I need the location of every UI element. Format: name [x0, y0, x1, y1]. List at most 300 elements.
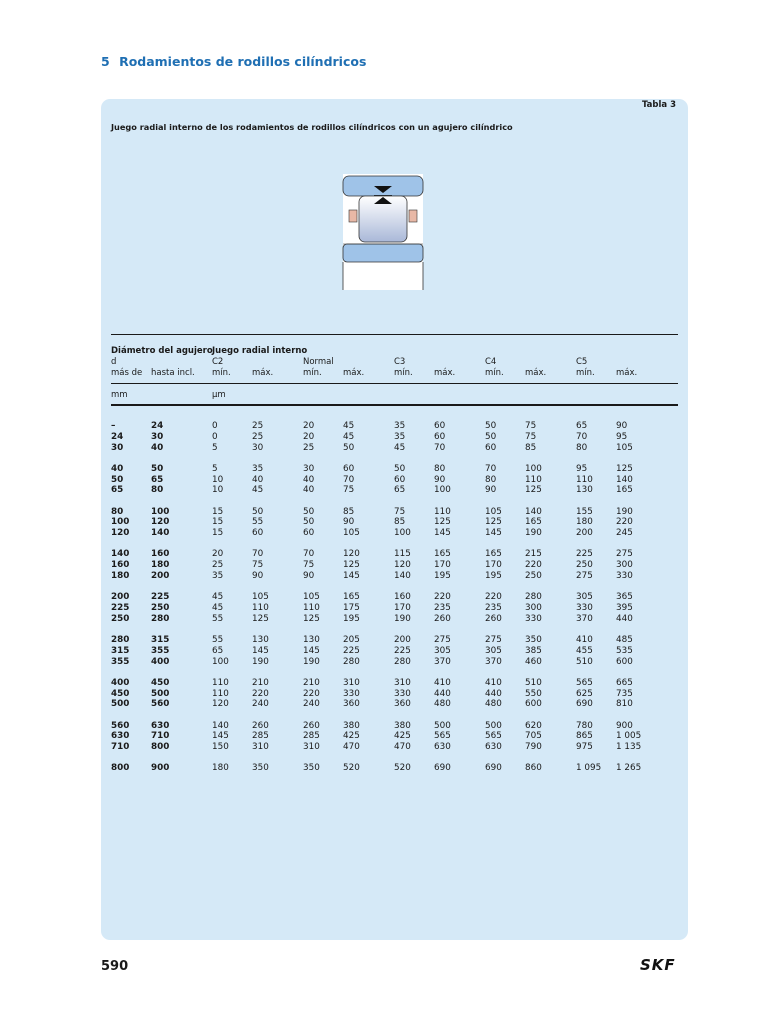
cell-clearance: 280	[525, 592, 542, 603]
cell-clearance: 145	[434, 528, 451, 539]
cell-clearance: 370	[576, 613, 593, 624]
cell-clearance: 180	[212, 763, 229, 774]
cell-clearance: 60	[434, 421, 446, 431]
cell-clearance: 300	[616, 560, 633, 571]
cell-clearance: 690	[434, 763, 451, 774]
rule-top	[111, 334, 678, 335]
cell-clearance: 15	[212, 528, 224, 539]
cell-clearance: 65	[212, 645, 224, 656]
cell-clearance: 210	[303, 677, 320, 688]
cell-clearance: 100	[394, 528, 411, 539]
cell-clearance: 90	[343, 517, 355, 528]
cell-over: 800	[111, 763, 130, 774]
header-c2: C2	[212, 357, 224, 367]
cell-clearance: 125	[485, 517, 502, 528]
cell-clearance: 190	[394, 613, 411, 624]
header-c5-min: mín.	[576, 368, 595, 378]
cell-over: 120	[111, 528, 130, 539]
cell-clearance: 510	[525, 677, 542, 688]
cell-clearance: 45	[212, 592, 224, 603]
cell-clearance: 140	[616, 474, 633, 485]
cell-clearance: 65	[394, 485, 406, 496]
cell-clearance: 510	[576, 656, 593, 667]
cell-incl: 450	[151, 677, 170, 688]
cell-over: 140	[111, 549, 130, 560]
cell-clearance: 190	[616, 506, 633, 517]
cell-clearance: 975	[576, 742, 593, 753]
cell-over: 400	[111, 677, 130, 688]
cell-clearance: 45	[212, 603, 224, 613]
header-over: más de	[111, 368, 143, 378]
cell-clearance: 535	[616, 645, 633, 656]
cell-clearance: 1 005	[616, 731, 642, 742]
cell-clearance: 240	[252, 699, 269, 710]
cell-incl: 180	[151, 560, 170, 571]
cell-clearance: 145	[252, 645, 269, 656]
cell-clearance: 190	[252, 656, 269, 667]
cell-clearance: 140	[394, 571, 411, 581]
cell-clearance: 330	[525, 613, 542, 624]
cell-clearance: 170	[485, 560, 502, 571]
cell-clearance: 865	[576, 731, 593, 742]
cell-clearance: 245	[616, 528, 633, 539]
cell-over: 500	[111, 699, 130, 710]
cell-clearance: 780	[576, 720, 593, 731]
header-c5-max: máx.	[616, 368, 638, 378]
cell-clearance: 35	[394, 431, 406, 442]
cell-clearance: 70	[252, 549, 264, 560]
cell-clearance: 75	[525, 431, 537, 442]
cell-incl: 250	[151, 603, 170, 613]
cell-clearance: 35	[394, 421, 406, 431]
cell-incl: 80	[151, 485, 164, 496]
cell-clearance: 65	[576, 421, 588, 431]
cell-clearance: 10	[212, 485, 224, 496]
cell-clearance: 205	[343, 635, 360, 645]
cell-clearance: 485	[616, 635, 633, 645]
cell-clearance: 350	[303, 763, 320, 774]
cell-clearance: 110	[525, 474, 542, 485]
cell-over: 65	[111, 485, 124, 496]
cell-clearance: 85	[343, 506, 355, 517]
cell-clearance: 165	[485, 549, 502, 560]
cell-clearance: 130	[576, 485, 593, 496]
cell-over: 315	[111, 645, 130, 656]
cell-clearance: 425	[394, 731, 411, 742]
cell-over: 450	[111, 688, 130, 699]
cell-clearance: 110	[212, 688, 229, 699]
rule-header	[111, 383, 678, 384]
cell-clearance: 215	[525, 549, 542, 560]
cell-clearance: 95	[616, 431, 628, 442]
cell-clearance: 140	[525, 506, 542, 517]
cell-clearance: 220	[485, 592, 502, 603]
cell-incl: 630	[151, 720, 170, 731]
cell-clearance: 520	[394, 763, 411, 774]
cell-clearance: 45	[394, 442, 406, 453]
cell-clearance: 200	[576, 528, 593, 539]
cell-clearance: 50	[394, 463, 406, 474]
cell-clearance: 410	[434, 677, 451, 688]
cell-over: 200	[111, 592, 130, 603]
cell-clearance: 300	[525, 603, 542, 613]
cell-clearance: 50	[343, 442, 355, 453]
cell-clearance: 860	[525, 763, 542, 774]
cell-clearance: 35	[252, 463, 264, 474]
cell-clearance: 20	[303, 421, 315, 431]
cell-clearance: 140	[212, 720, 229, 731]
cell-clearance: 145	[485, 528, 502, 539]
cell-clearance: 70	[485, 463, 497, 474]
cell-clearance: 110	[212, 677, 229, 688]
cell-over: 160	[111, 560, 130, 571]
chapter-number: 5	[101, 54, 110, 69]
unit-mm: mm	[111, 390, 128, 400]
cell-clearance: 460	[525, 656, 542, 667]
cell-clearance: 155	[576, 506, 593, 517]
cell-clearance: 195	[485, 571, 502, 581]
cell-clearance: 110	[303, 603, 320, 613]
cell-clearance: 220	[303, 688, 320, 699]
header-c5: C5	[576, 357, 588, 367]
cell-clearance: 75	[303, 560, 315, 571]
cell-clearance: 630	[434, 742, 451, 753]
cell-over: 355	[111, 656, 130, 667]
cell-clearance: 145	[343, 571, 360, 581]
cell-over: 710	[111, 742, 130, 753]
bearing-cross-section-figure	[341, 174, 425, 290]
rule-units	[111, 404, 678, 406]
cell-clearance: 110	[252, 603, 269, 613]
cell-clearance: 105	[303, 592, 320, 603]
cell-clearance: 30	[252, 442, 264, 453]
cell-clearance: 165	[434, 549, 451, 560]
cell-clearance: 120	[212, 699, 229, 710]
cell-clearance: 25	[303, 442, 315, 453]
cell-clearance: 330	[343, 688, 360, 699]
cell-clearance: 80	[485, 474, 497, 485]
cell-clearance: 90	[485, 485, 497, 496]
cell-clearance: 395	[616, 603, 633, 613]
cell-clearance: 145	[303, 645, 320, 656]
cell-clearance: 60	[394, 474, 406, 485]
cell-clearance: 5	[212, 463, 218, 474]
cell-clearance: 70	[576, 431, 588, 442]
cell-clearance: 120	[343, 549, 360, 560]
cell-clearance: 120	[394, 560, 411, 571]
cell-clearance: 105	[616, 442, 633, 453]
cell-clearance: 85	[525, 442, 537, 453]
cell-clearance: 80	[434, 463, 446, 474]
cell-clearance: 170	[434, 560, 451, 571]
chapter-heading	[101, 54, 366, 69]
cell-clearance: 100	[434, 485, 451, 496]
cell-clearance: 190	[303, 656, 320, 667]
cell-clearance: 165	[343, 592, 360, 603]
cell-clearance: 520	[343, 763, 360, 774]
cell-clearance: 50	[485, 431, 497, 442]
cell-clearance: 125	[434, 517, 451, 528]
cell-clearance: 90	[616, 421, 628, 431]
cell-clearance: 260	[303, 720, 320, 731]
cell-clearance: 165	[525, 517, 542, 528]
cell-clearance: 175	[343, 603, 360, 613]
cell-incl: 280	[151, 613, 170, 624]
page-number: 590	[101, 959, 129, 974]
cell-incl: 100	[151, 506, 170, 517]
cell-clearance: 10	[212, 474, 224, 485]
table-label: Tabla 3	[641, 100, 676, 110]
cell-clearance: 620	[525, 720, 542, 731]
cell-clearance: 305	[485, 645, 502, 656]
table-panel	[101, 99, 688, 940]
cell-clearance: 310	[303, 742, 320, 753]
inner-ring	[343, 244, 423, 262]
cell-clearance: 100	[212, 656, 229, 667]
cell-clearance: 25	[252, 421, 264, 431]
cell-clearance: 75	[343, 485, 355, 496]
cell-clearance: 115	[394, 549, 411, 560]
cell-clearance: 190	[525, 528, 542, 539]
header-c2-min: mín.	[212, 368, 231, 378]
cell-over: 100	[111, 517, 130, 528]
cell-clearance: 55	[212, 613, 224, 624]
cell-clearance: 275	[576, 571, 593, 581]
cell-clearance: 110	[434, 506, 451, 517]
cell-clearance: 280	[394, 656, 411, 667]
cell-clearance: 500	[485, 720, 502, 731]
cell-clearance: 195	[343, 613, 360, 624]
cell-clearance: 125	[303, 613, 320, 624]
cell-over: 50	[111, 474, 124, 485]
cell-clearance: 410	[576, 635, 593, 645]
cell-over: 180	[111, 571, 130, 581]
cell-clearance: 665	[616, 677, 633, 688]
cell-clearance: 690	[576, 699, 593, 710]
cell-clearance: 500	[434, 720, 451, 731]
cell-clearance: 285	[303, 731, 320, 742]
cell-clearance: 40	[252, 474, 264, 485]
cell-clearance: 200	[394, 635, 411, 645]
cell-incl: 315	[151, 635, 170, 645]
cell-clearance: 60	[485, 442, 497, 453]
cell-clearance: 275	[485, 635, 502, 645]
cell-incl: 40	[151, 442, 164, 453]
cell-clearance: 235	[485, 603, 502, 613]
cell-clearance: 600	[616, 656, 633, 667]
cell-clearance: 380	[343, 720, 360, 731]
cell-over: 280	[111, 635, 130, 645]
cell-clearance: 275	[616, 549, 633, 560]
cell-clearance: 75	[252, 560, 264, 571]
cell-clearance: 360	[343, 699, 360, 710]
cell-clearance: 160	[394, 592, 411, 603]
cell-clearance: 425	[343, 731, 360, 742]
cell-clearance: 110	[576, 474, 593, 485]
cell-incl: 355	[151, 645, 170, 656]
cell-clearance: 95	[576, 463, 588, 474]
cell-over: –	[111, 421, 116, 431]
cell-clearance: 45	[343, 431, 355, 442]
cell-clearance: 220	[616, 517, 633, 528]
cell-clearance: 440	[434, 688, 451, 699]
chapter-title: Rodamientos de rodillos cilíndricos	[119, 54, 367, 69]
header-c4: C4	[485, 357, 497, 367]
cell-clearance: 690	[485, 763, 502, 774]
unit-um: μm	[212, 390, 226, 400]
cell-over: 30	[111, 442, 124, 453]
cell-clearance: 80	[576, 442, 588, 453]
cell-clearance: 35	[212, 571, 224, 581]
cell-clearance: 130	[303, 635, 320, 645]
cell-clearance: 310	[343, 677, 360, 688]
table-caption: Juego radial interno de los rodamientos de rodillos cilíndricos con un agujero cilíndrico	[111, 122, 513, 132]
cell-clearance: 170	[394, 603, 411, 613]
cell-over: 560	[111, 720, 130, 731]
cell-over: 225	[111, 603, 130, 613]
cell-clearance: 30	[303, 463, 315, 474]
cell-clearance: 305	[434, 645, 451, 656]
cell-clearance: 455	[576, 645, 593, 656]
cell-clearance: 0	[212, 431, 218, 442]
cell-incl: 50	[151, 463, 164, 474]
cell-clearance: 90	[434, 474, 446, 485]
cell-clearance: 85	[394, 517, 406, 528]
cell-incl: 400	[151, 656, 170, 667]
cell-over: 80	[111, 506, 124, 517]
cell-clearance: 60	[434, 431, 446, 442]
skf-logo: SKF	[640, 956, 676, 974]
cell-clearance: 225	[343, 645, 360, 656]
cell-clearance: 25	[212, 560, 224, 571]
header-c2-max: máx.	[252, 368, 274, 378]
cell-clearance: 600	[525, 699, 542, 710]
cell-clearance: 75	[394, 506, 406, 517]
cell-clearance: 15	[212, 517, 224, 528]
cell-clearance: 125	[343, 560, 360, 571]
cell-clearance: 45	[343, 421, 355, 431]
cell-clearance: 250	[525, 571, 542, 581]
cell-clearance: 550	[525, 688, 542, 699]
cell-clearance: 60	[303, 528, 315, 539]
cell-clearance: 330	[576, 603, 593, 613]
cell-over: 24	[111, 431, 124, 442]
cell-clearance: 790	[525, 742, 542, 753]
cell-clearance: 70	[434, 442, 446, 453]
cell-clearance: 260	[252, 720, 269, 731]
cell-clearance: 240	[303, 699, 320, 710]
cell-clearance: 370	[485, 656, 502, 667]
cell-clearance: 125	[616, 463, 633, 474]
cell-clearance: 70	[343, 474, 355, 485]
cell-clearance: 40	[303, 485, 315, 496]
cell-incl: 200	[151, 571, 170, 581]
cell-clearance: 470	[343, 742, 360, 753]
cell-clearance: 220	[525, 560, 542, 571]
cell-clearance: 565	[485, 731, 502, 742]
cell-incl: 65	[151, 474, 164, 485]
cell-clearance: 55	[212, 635, 224, 645]
cell-clearance: 0	[212, 421, 218, 431]
cell-clearance: 280	[343, 656, 360, 667]
cell-incl: 140	[151, 528, 170, 539]
cell-clearance: 350	[252, 763, 269, 774]
header-normal: Normal	[303, 357, 334, 367]
cell-clearance: 250	[576, 560, 593, 571]
header-c4-min: mín.	[485, 368, 504, 378]
cell-clearance: 220	[434, 592, 451, 603]
cell-incl: 900	[151, 763, 170, 774]
cell-incl: 500	[151, 688, 170, 699]
cell-clearance: 480	[434, 699, 451, 710]
cell-clearance: 25	[252, 431, 264, 442]
cell-clearance: 370	[434, 656, 451, 667]
cell-over: 630	[111, 731, 130, 742]
cell-clearance: 60	[252, 528, 264, 539]
cell-clearance: 385	[525, 645, 542, 656]
cell-incl: 120	[151, 517, 170, 528]
cell-clearance: 260	[434, 613, 451, 624]
cell-clearance: 310	[252, 742, 269, 753]
cell-clearance: 195	[434, 571, 451, 581]
cage-left	[349, 210, 357, 222]
cell-clearance: 365	[616, 592, 633, 603]
cell-clearance: 440	[616, 613, 633, 624]
cell-clearance: 5	[212, 442, 218, 453]
cell-clearance: 40	[303, 474, 315, 485]
cell-clearance: 210	[252, 677, 269, 688]
cell-clearance: 45	[252, 485, 264, 496]
cage-right	[409, 210, 417, 222]
cell-clearance: 105	[485, 506, 502, 517]
cell-over: 250	[111, 613, 130, 624]
cell-incl: 800	[151, 742, 170, 753]
cell-clearance: 125	[525, 485, 542, 496]
cell-clearance: 440	[485, 688, 502, 699]
header-c3-min: mín.	[394, 368, 413, 378]
cell-clearance: 15	[212, 506, 224, 517]
cell-clearance: 130	[252, 635, 269, 645]
cell-clearance: 70	[303, 549, 315, 560]
cell-clearance: 410	[485, 677, 502, 688]
cell-clearance: 235	[434, 603, 451, 613]
cell-clearance: 50	[303, 506, 315, 517]
cell-clearance: 145	[212, 731, 229, 742]
cell-clearance: 125	[252, 613, 269, 624]
cell-clearance: 565	[576, 677, 593, 688]
cell-clearance: 480	[485, 699, 502, 710]
cell-clearance: 20	[303, 431, 315, 442]
cell-clearance: 220	[252, 688, 269, 699]
cell-clearance: 565	[434, 731, 451, 742]
header-d: d	[111, 357, 117, 367]
cell-clearance: 1 265	[616, 763, 642, 774]
cell-clearance: 100	[525, 463, 542, 474]
cell-clearance: 900	[616, 720, 633, 731]
cell-incl: 560	[151, 699, 170, 710]
cell-clearance: 470	[394, 742, 411, 753]
cell-clearance: 225	[394, 645, 411, 656]
header-clearance: Juego radial interno	[212, 346, 308, 356]
cell-clearance: 50	[252, 506, 264, 517]
cell-clearance: 285	[252, 731, 269, 742]
cell-clearance: 50	[485, 421, 497, 431]
cell-clearance: 60	[343, 463, 355, 474]
header-c4-max: máx.	[525, 368, 547, 378]
cell-clearance: 75	[525, 421, 537, 431]
cell-clearance: 350	[525, 635, 542, 645]
cell-clearance: 705	[525, 731, 542, 742]
